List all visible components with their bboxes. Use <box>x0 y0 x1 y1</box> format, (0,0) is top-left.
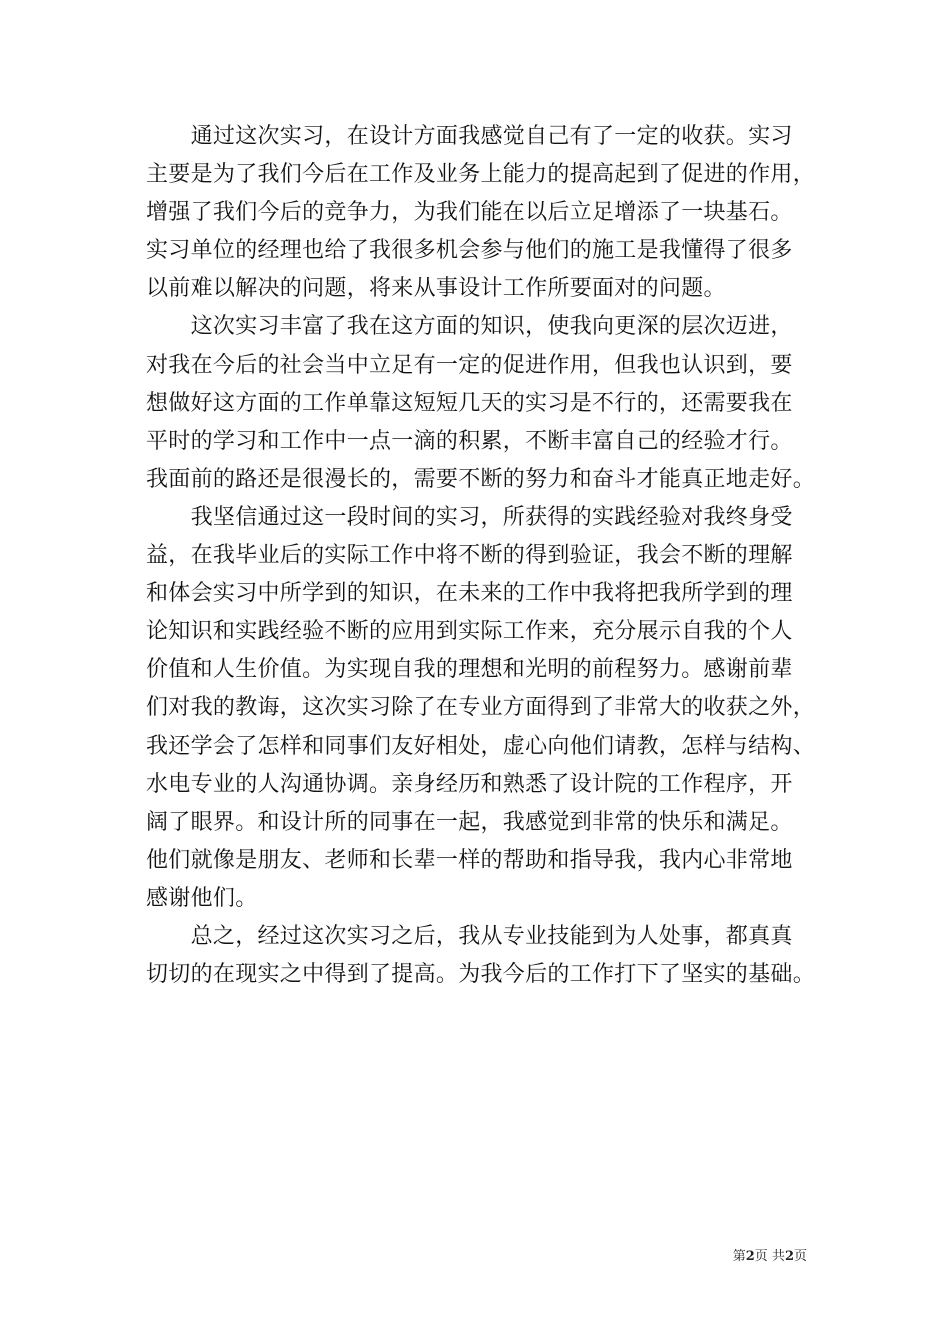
text-line: 价值和人生价值。为实现自我的理想和光明的前程努力。感谢前辈 <box>146 657 793 683</box>
text-line: 水电专业的人沟通协调。亲身经历和熟悉了设计院的工作程序，开 <box>146 771 793 797</box>
text-line: 平时的学习和工作中一点一滴的积累，不断丰富自己的经验才行。 <box>146 428 793 454</box>
total-page-number: 2 <box>784 1249 794 1264</box>
text-line: 和体会实习中所学到的知识，在未来的工作中我将把我所学到的理 <box>146 581 793 607</box>
text-line: 这次实习丰富了我在这方面的知识，使我向更深的层次迈进， <box>146 314 793 340</box>
text-line: 实习单位的经理也给了我很多机会参与他们的施工是我懂得了很多 <box>146 238 793 264</box>
text-line: 以前难以解决的问题，将来从事设计工作所要面对的问题。 <box>146 276 726 302</box>
text-line: 主要是为了我们今后在工作及业务上能力的提高起到了促进的作用， <box>146 162 816 188</box>
text-line: 阔了眼界。和设计所的同事在一起，我感觉到非常的快乐和满足。 <box>146 809 793 835</box>
text-line: 益，在我毕业后的实际工作中将不断的得到验证，我会不断的理解 <box>146 543 793 569</box>
text-line: 我面前的路还是很漫长的，需要不断的努力和奋斗才能真正地走好。 <box>146 466 816 492</box>
text-line: 总之，经过这次实习之后，我从专业技能到为人处事，都真真 <box>146 923 793 949</box>
text-line: 我还学会了怎样和同事们友好相处，虚心向他们请教，怎样与结构、 <box>146 733 816 759</box>
page-number-prefix: 第 <box>732 1249 746 1264</box>
text-line: 增强了我们今后的竞争力，为我们能在以后立足增添了一块基石。 <box>146 200 793 226</box>
text-line: 感谢他们。 <box>146 885 258 911</box>
text-line: 通过这次实习，在设计方面我感觉自己有了一定的收获。实习 <box>146 124 793 149</box>
page-number-suffix: 页 <box>793 1249 807 1264</box>
text-line: 他们就像是朋友、老师和长辈一样的帮助和指导我，我内心非常地 <box>146 847 793 873</box>
body-text <box>146 118 816 994</box>
text-line: 对我在今后的社会当中立足有一定的促进作用，但我也认识到，要 <box>146 352 793 378</box>
text-line: 们对我的教诲，这次实习除了在专业方面得到了非常大的收获之外， <box>146 695 816 721</box>
text-line: 我坚信通过这一段时间的实习，所获得的实践经验对我终身受 <box>146 504 793 530</box>
text-line: 切切的在现实之中得到了提高。为我今后的工作打下了坚实的基础。 <box>146 962 816 988</box>
text-line: 论知识和实践经验不断的应用到实际工作来，充分展示自我的个人 <box>146 619 793 645</box>
page-number-middle: 页 共 <box>754 1249 785 1264</box>
current-page-number: 2 <box>745 1249 755 1264</box>
page-footer <box>733 1245 807 1264</box>
text-line: 想做好这方面的工作单靠这短短几天的实习是不行的，还需要我在 <box>146 390 793 416</box>
